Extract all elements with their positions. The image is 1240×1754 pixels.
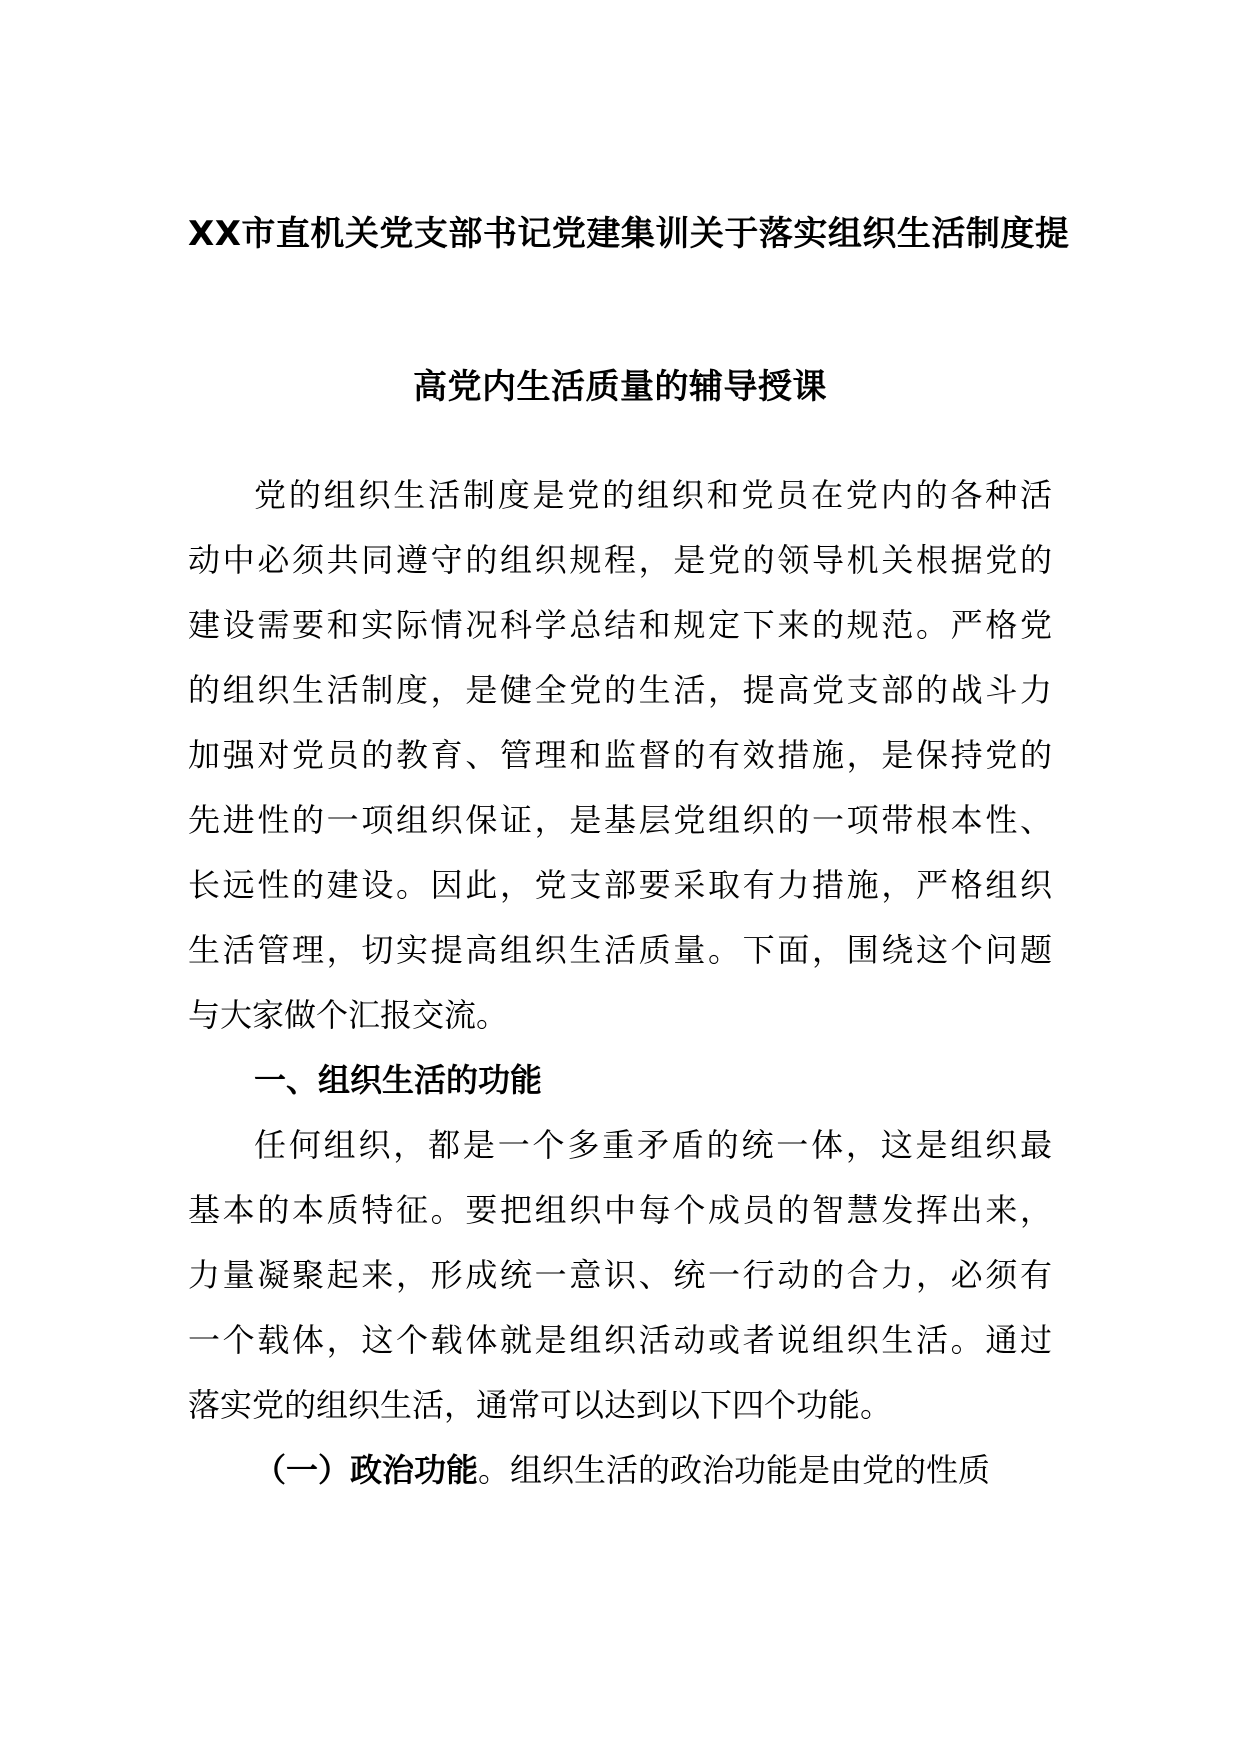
paragraph-line: 力量凝聚起来，形成统一意识、统一行动的合力，必须有 [188,1256,1052,1294]
intro-paragraph [188,463,1052,1048]
section-heading: 一、组织生活的功能 [254,1061,543,1099]
paragraph-line: 落实党的组织生活，通常可以达到以下四个功能。 [188,1386,893,1424]
paragraph-line: 动中必须共同遵守的组织规程，是党的领导机关根据党的 [188,541,1052,579]
subsection-label: （一）政治功能 [254,1451,479,1489]
document-title-line-1: XX市直机关党支部书记党建集训关于落实组织生活制度提 [188,214,1070,254]
document-body [188,463,1052,1503]
paragraph-line: 党的组织生活制度是党的组织和党员在党内的各种活 [254,476,1052,514]
paragraph-line: 加强对党员的教育、管理和监督的有效措施，是保持党的 [188,736,1052,774]
paragraph-line: 与大家做个汇报交流。 [188,996,509,1034]
subsection-text: 。组织生活的政治功能是由党的性质 [478,1451,991,1489]
paragraph-line: 一个载体，这个载体就是组织活动或者说组织生活。通过 [188,1321,1052,1359]
subsection-line [188,1438,1052,1503]
paragraph-line: 任何组织，都是一个多重矛盾的统一体，这是组织最 [254,1126,1052,1164]
paragraph-line: 生活管理，切实提高组织生活质量。下面，围绕这个问题 [188,931,1052,969]
section1-paragraph [188,1113,1052,1438]
paragraph-line: 的组织生活制度，是健全党的生活，提高党支部的战斗力 [188,671,1052,709]
paragraph-line: 基本的本质特征。要把组织中每个成员的智慧发挥出来， [188,1191,1052,1229]
paragraph-line: 长远性的建设。因此，党支部要采取有力措施，严格组织 [188,866,1052,904]
paragraph-line: 先进性的一项组织保证，是基层党组织的一项带根本性、 [188,801,1052,839]
paragraph-line: 建设需要和实际情况科学总结和规定下来的规范。严格党 [188,606,1052,644]
document-title-line-2: 高党内生活质量的辅导授课 [413,367,827,407]
